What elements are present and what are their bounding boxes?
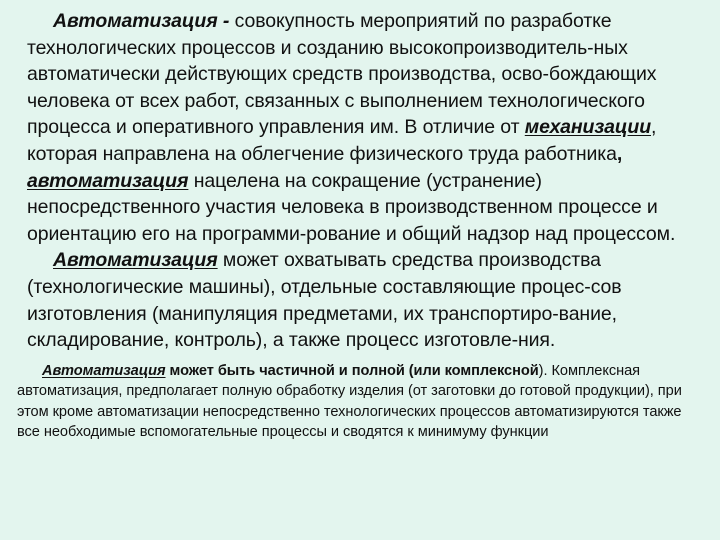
term-automation-definition: Автоматизация - xyxy=(53,10,230,32)
types-paragraph xyxy=(17,361,706,443)
types-text: ). Комплексная автоматизация, предполагает полную обработку изделия (от заготовки до готовой продукции), при этом кроме автоматизации непосредственно технологических процессов автоматизируются также все необходимые вспомогательные процессы и сводятся к минимуму функции xyxy=(17,362,682,441)
scope-paragraph xyxy=(27,247,706,353)
definition-paragraph xyxy=(27,8,706,247)
scope-text: может охватывать средства производства (технологические машины), отдельные составляющие процес-сов изготовления (манипуляция предметами, их транспортиро-вание, складирование, контроль), а также процесс изготовле-ния. xyxy=(27,249,622,352)
definition-text-part-1: совокупность мероприятий по разработке технологических процессов и созданию высокопроизводитель-ных автоматически действующих средств производства, осво-бождающих человека от всех работ, связанных с выполнением технологического процесса и оперативного управления им. В отличие от xyxy=(27,10,657,139)
definition-text-part-2: , которая направлена на облегчение физического труда работника xyxy=(27,116,657,165)
term-automation-scope: Автоматизация xyxy=(53,249,218,272)
types-bold-text: может быть частичной и полной (или комплексной xyxy=(165,362,539,379)
definition-comma: , xyxy=(616,142,623,165)
term-automation-inline: автоматизация xyxy=(27,169,189,192)
term-mechanization: механизации xyxy=(524,116,652,139)
definition-text-part-3: нацелена на сокращение (устранение) непосредственного участия человека в производственном процессе и ориентацию его на программи-рование и общий надзор над процессом. xyxy=(27,169,676,245)
term-automation-types: Автоматизация xyxy=(42,362,166,379)
